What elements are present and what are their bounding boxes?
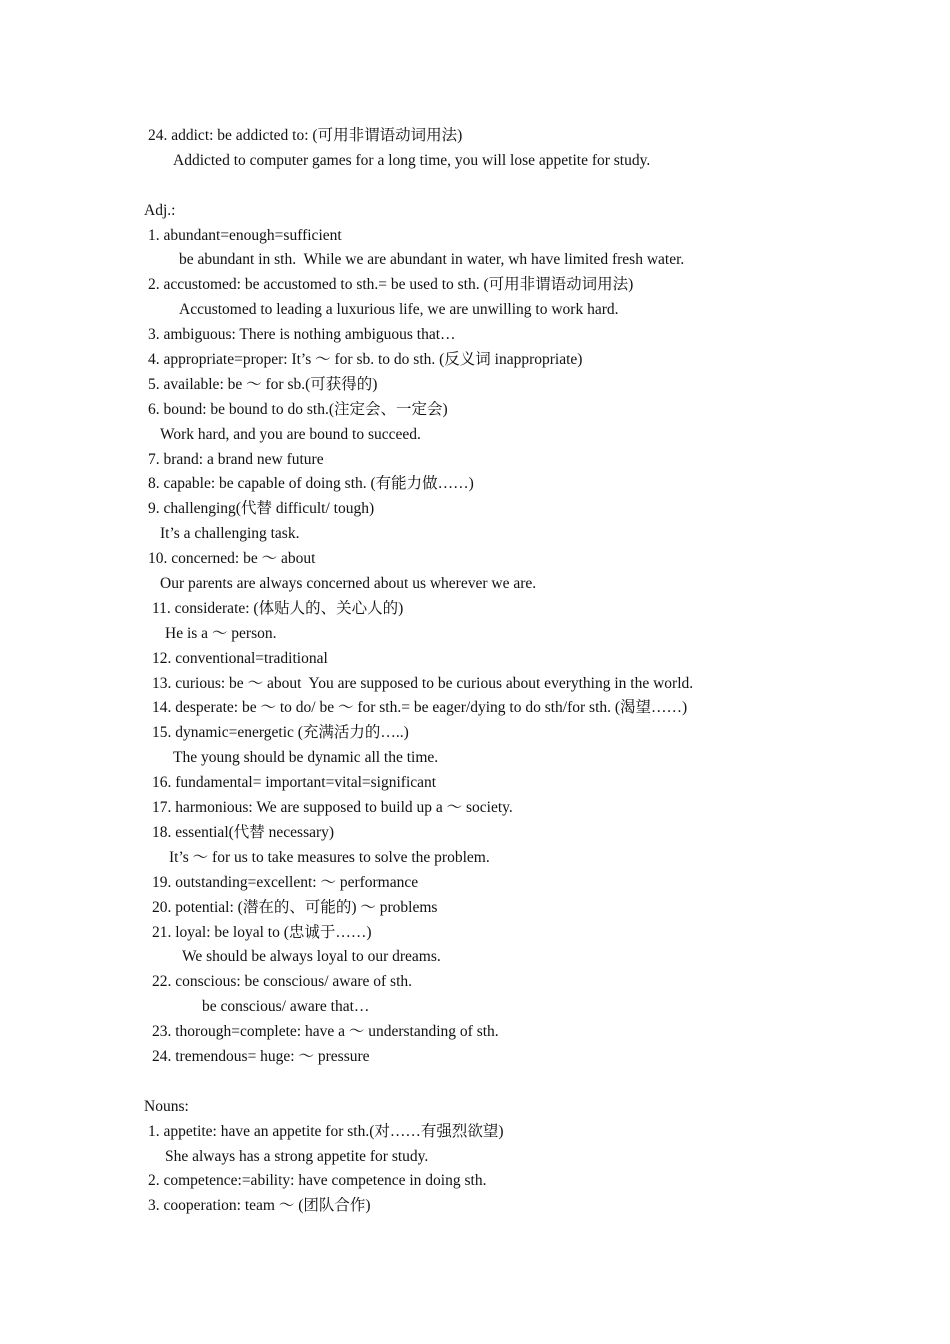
text-line: 7. brand: a brand new future xyxy=(148,450,324,468)
text-line: be abundant in sth. While we are abundant in water, wh have limited fresh water. xyxy=(179,251,685,269)
text-line: 24. tremendous= huge: ～ pressure xyxy=(152,1047,370,1065)
text-line: 3. cooperation: team ～ (团队合作) xyxy=(148,1197,371,1215)
text-line: Nouns: xyxy=(144,1097,189,1115)
document-body xyxy=(0,124,950,1219)
text-line: We should be always loyal to our dreams. xyxy=(182,948,441,966)
text-line: 12. conventional=traditional xyxy=(152,649,328,667)
text-line: Work hard, and you are bound to succeed. xyxy=(160,425,421,443)
text-line: 18. essential(代替 necessary) xyxy=(152,823,335,841)
text-line: 5. available: be ～ for sb.(可获得的) xyxy=(148,375,378,393)
text-line: 11. considerate: (体贴人的、关心人的) xyxy=(152,599,404,617)
text-line: 24. addict: be addicted to: (可用非谓语动词用法) xyxy=(148,127,463,144)
text-line: Our parents are always concerned about us wherever we are. xyxy=(160,575,537,593)
blank-line xyxy=(0,174,950,199)
text-line: 1. appetite: have an appetite for sth.(对……有强烈欲望) xyxy=(148,1122,504,1140)
text-line: It’s a challenging task. xyxy=(160,525,300,543)
text-line: 2. accustomed: be accustomed to sth.= be used to sth. (可用非谓语动词用法) xyxy=(148,276,634,294)
text-line: She always has a strong appetite for study. xyxy=(165,1147,429,1165)
text-line: 21. loyal: be loyal to (忠诚于……) xyxy=(152,923,372,941)
text-line: 8. capable: be capable of doing sth. (有能力做……) xyxy=(148,475,474,493)
text-line: 22. conscious: be conscious/ aware of sth. xyxy=(152,973,412,991)
text-line: 14. desperate: be ～ to do/ be ～ for sth.= be eager/dying to do sth/for sth. (渴望……) xyxy=(152,699,688,717)
text-line: Adj.: xyxy=(144,201,176,219)
text-line: be conscious/ aware that… xyxy=(202,998,370,1016)
text-line: 23. thorough=complete: have a ～ understanding of sth. xyxy=(152,1023,499,1041)
text-line: The young should be dynamic all the time. xyxy=(173,749,439,767)
text-line: 6. bound: be bound to do sth.(注定会、一定会) xyxy=(148,400,448,418)
blank-line xyxy=(0,1070,950,1095)
text-line: 9. challenging(代替 difficult/ tough) xyxy=(148,500,375,518)
text-line: 10. concerned: be ～ about xyxy=(148,550,316,568)
text-line: It’s ～ for us to take measures to solve the problem. xyxy=(169,848,490,866)
text-line: 13. curious: be ～ about You are supposed to be curious about everything in the world. xyxy=(152,674,694,692)
text-line: 1. abundant=enough=sufficient xyxy=(148,226,342,244)
text-line: Accustomed to leading a luxurious life, we are unwilling to work hard. xyxy=(179,301,619,319)
text-line: 16. fundamental= important=vital=significant xyxy=(152,774,437,792)
text-line: 15. dynamic=energetic (充满活力的…..) xyxy=(152,724,409,742)
text-line: Addicted to computer games for a long time, you will lose appetite for study. xyxy=(173,151,651,169)
text-line: 19. outstanding=excellent: ～ performance xyxy=(152,873,419,891)
text-line: 4. appropriate=proper: It’s ～ for sb. to do sth. (反义词 inappropriate) xyxy=(148,351,583,369)
text-line: 20. potential: (潜在的、可能的) ～ problems xyxy=(152,898,438,916)
text-line: 2. competence:=ability: have competence in doing sth. xyxy=(148,1172,487,1190)
text-line: He is a ～ person. xyxy=(165,624,277,642)
text-line: 3. ambiguous: There is nothing ambiguous that… xyxy=(148,326,456,344)
text-line: 17. harmonious: We are supposed to build up a ～ society. xyxy=(152,799,513,817)
